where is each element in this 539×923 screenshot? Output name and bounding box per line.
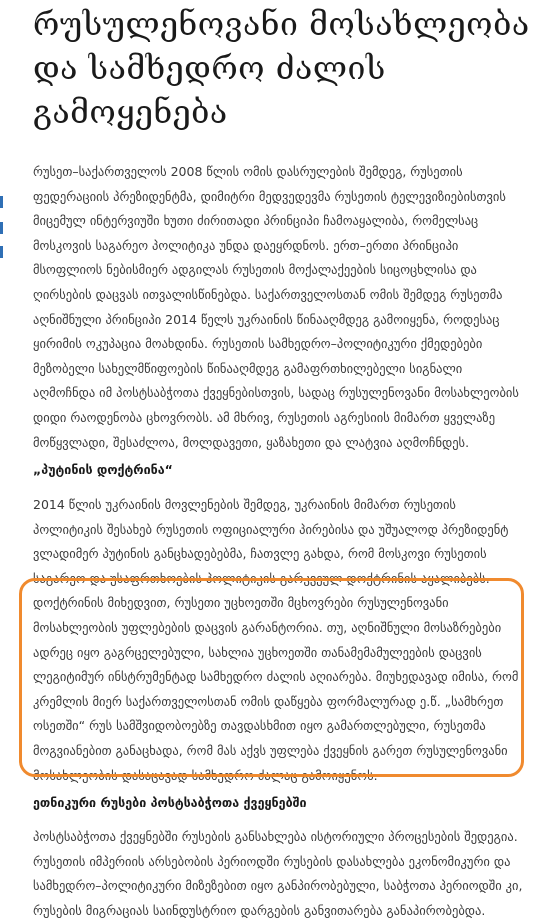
ethnic-russians-paragraph: პოსტსაბჭოთა ქვეყნებში რუსების განსახლება ისტორიული პროცესების შედეგია. რუსეთის იმპერიის არსებობის პერიოდში რუსების დასახლება ეკონომიკური და სამხედრო–პოლიტიკური მიზეზებით იყო განპირობებული, საბჭოთა პერიოდში კი, რუსების მიგრაციას საინდუსტრიო დარგების განვითარება განაპირობებდა. [33, 829, 523, 918]
section-heading-ethnic-russians: ეთნიკური რუსები პოსტსაბჭოთა ქვეყნებში [33, 795, 307, 810]
left-edge-link-mark[interactable] [0, 222, 3, 234]
left-edge-link-mark[interactable] [0, 196, 3, 208]
doctrine-paragraph: 2014 წლის უკრაინის მოვლენების შემდეგ, უკრაინის მიმართ რუსეთის პოლიტიკის შესახებ რუსეთის ოფიციალური პირებისა და უშუალოდ პრეზიდენტ ვლადიმერ პუტინის განცხადებებმა, ჩათვლე გახდა, რომ მოსკოვი რუსეთის საგარეო და უსაფრთხოების პოლიტიკის გარკვეულ დოქტრინის აყალიბებს. დოქტრინის მიხედვით, რუსეთი უცხოეთში მცხოვრები რუსულენოვანი მოსახლეობის უფლებების დაცვის გარანტორია. თუ, აღნიშნული მოსაზრებები ადრეც იყო გაგრცელებული, სახლია უცხოეთში თანამემამულეების დაცვის ლეგიტიმურ ინსტრუმენტად სამხედრო ძალის აღიარება. მიუხედავად იმისა, რომ კრემლის მიერ საქართველოსთან ომის დაწყება ფორმალურად ე.წ. „სამხრეთ ოსეთში“ რუს სამშვიდობოებზე თავდასხმით იყო გამართლებული, რუსეთმა მოგვიანებით განაცხადა, რომ მას აქვს უფლება ქვეყნის გარეთ რუსულენოვანი მოსახლეობის დასაცავად სამხედრო ძალაც გამოიყენოს. [33, 497, 519, 783]
section-heading-putin-doctrine: „პუტინის დოქტრინა“ [33, 462, 173, 477]
article-title: რუსულენოვანი მოსახლეობა და სამხედრო ძალის გამოყენება [33, 5, 530, 131]
intro-paragraph: რუსეთ–საქართველოს 2008 წლის ომის დასრულების შემდეგ, რუსეთის ფედერაციის პრეზიდენტმა, დიმიტრი მედვედევმა რუსეთის ტელევიზიებისთვის მიცემულ ინტერვიუში ხუთი ძირითადი პრინციპი ჩამოაყალიბა, რომელსაც მოსკოვის საგარეო პოლიტიკა უნდა დაეყრდნოს. ერთ–ერთი პრინციპი მსოფლიოს ნებისმიერ ადგილას რუსეთის მოქალაქეების სიცოცხლისა და ღირსების დაცვას ითვალისწინებდა. საქართველოსთან ომის შემდეგ რუსეთმა აღნიშნული პრინციპი 2014 წელს უკრაინის წინააღმდეგ გამოიყენა, როდესაც ყირიმის ოკუპაცია მოახდინა. რუსეთის სამხედრო–პოლიტიკური ქმედებები მეზობელი სახელმწიფოების წინააღმდეგ გამაფრთხილებელი სიგნალი აღმოჩნდა იმ პოსტსაბჭოთა ქვეყნებისთვის, სადაც რუსულენოვანი მოსახლეობის დიდი რაოდენობა ცხოვრობს. ამ მხრივ, რუსეთის აგრესიის მიმართ ყველაზე მოწყვლადი, შესაძლოა, მოლდავეთი, ყაზახეთი და ლატვია აღმოჩნდეს. [33, 164, 519, 450]
left-edge-link-mark[interactable] [0, 246, 3, 258]
